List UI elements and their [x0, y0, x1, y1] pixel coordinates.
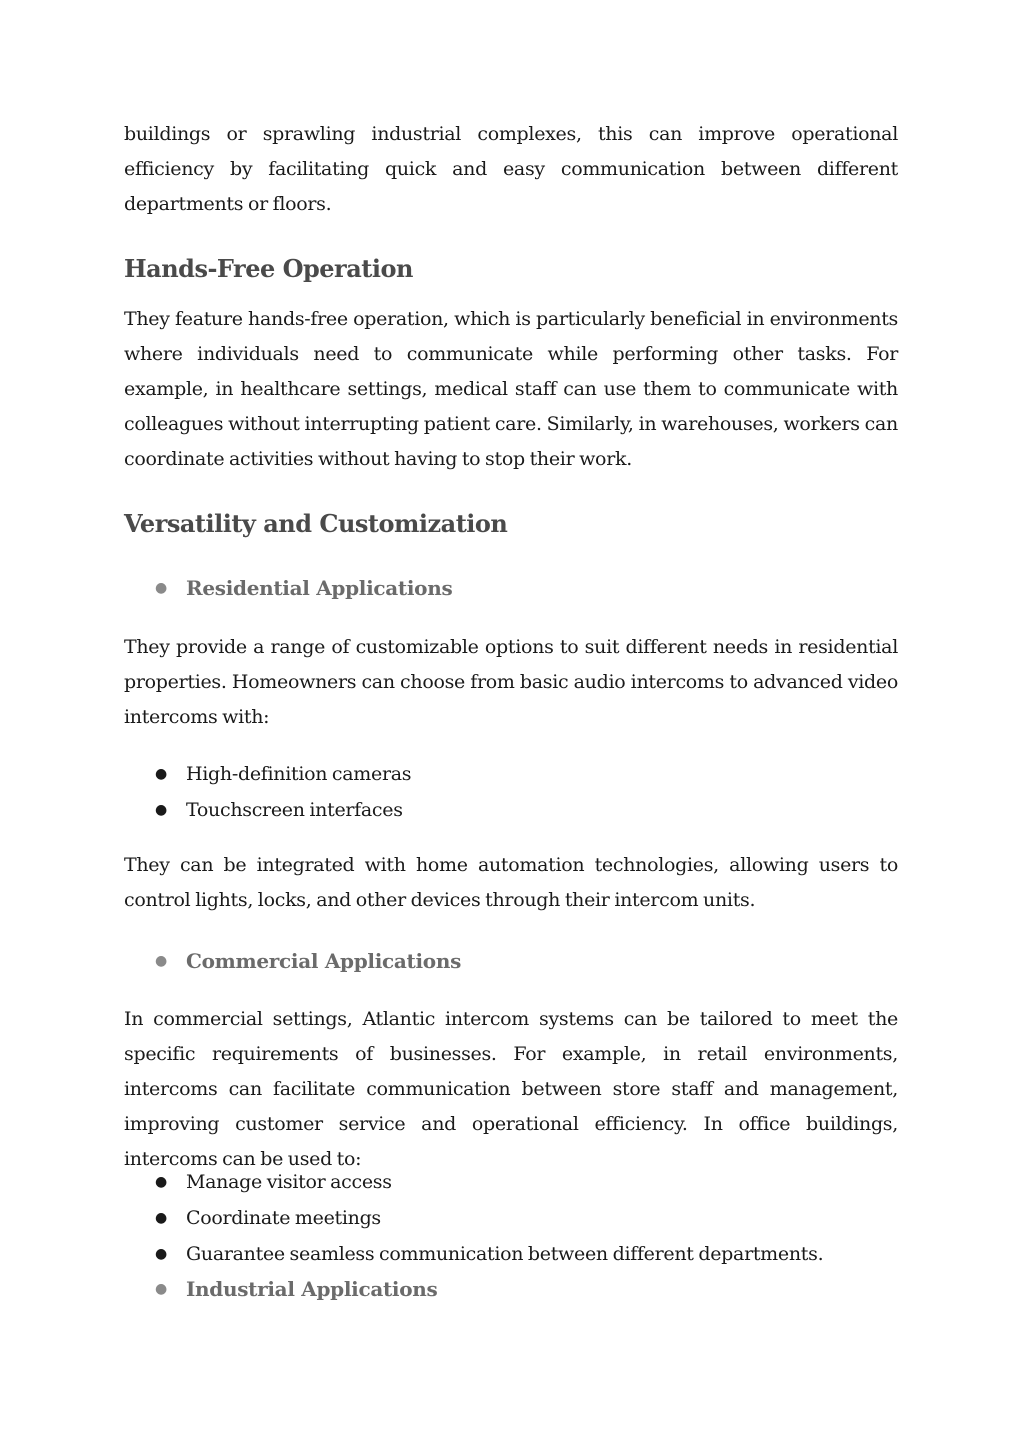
residential-subheading-block [124, 570, 898, 606]
commercial-bullets-block [124, 1164, 898, 1272]
versatility-heading-block [124, 509, 898, 538]
list-item-text: Coordinate meetings [186, 1207, 381, 1229]
intro-paragraph-block [124, 117, 898, 222]
list-item [124, 1236, 898, 1272]
bullet-icon: ● [155, 802, 167, 818]
list-item-text: Manage visitor access [186, 1171, 392, 1193]
subheading-commercial [124, 943, 898, 979]
residential-feature-list [124, 756, 898, 828]
subheading-industrial [124, 1271, 898, 1307]
residential-bullets-block [124, 756, 898, 828]
list-item-text: Guarantee seamless communication between different departments. [186, 1243, 824, 1265]
subheading-industrial-label: Industrial Applications [186, 1277, 438, 1301]
bullet-icon: ● [155, 1174, 167, 1190]
hands-free-paragraph-block [124, 302, 898, 477]
list-item [124, 1164, 898, 1200]
section-heading-hands-free: Hands-Free Operation [124, 254, 413, 283]
list-item [124, 792, 898, 828]
subheading-residential [124, 570, 898, 606]
hands-free-heading-block [124, 254, 898, 283]
bullet-icon: ● [155, 580, 167, 596]
subheading-commercial-label: Commercial Applications [186, 949, 462, 973]
list-item-text: Touchscreen interfaces [186, 799, 403, 821]
list-item [124, 1200, 898, 1236]
bullet-icon: ● [155, 1246, 167, 1262]
commercial-paragraph-block [124, 1002, 898, 1177]
commercial-paragraph: In commercial settings, Atlantic intercom systems can be tailored to meet the specific requirements of businesses. For example, in retail environments, intercoms can facilitate communication between store staff and management, improving customer service and operational efficiency. In office buildings, intercoms can be used to: [124, 1008, 898, 1170]
residential-paragraph-2: They can be integrated with home automation technologies, allowing users to control lights, locks, and other devices through their intercom units. [124, 854, 898, 911]
industrial-subheading-block [124, 1271, 898, 1307]
bullet-icon: ● [155, 1281, 167, 1297]
bullet-icon: ● [155, 1210, 167, 1226]
section-heading-versatility: Versatility and Customization [124, 509, 508, 538]
subheading-residential-label: Residential Applications [186, 576, 453, 600]
bullet-icon: ● [155, 766, 167, 782]
residential-paragraph2-block [124, 848, 898, 918]
residential-paragraph-block [124, 630, 898, 735]
commercial-subheading-block [124, 943, 898, 979]
hands-free-paragraph: They feature hands-free operation, which is particularly beneficial in environments where individuals need to communicate while performing other tasks. For example, in healthcare settings, medical staff can use them to communicate with colleagues without interrupting patient care. Similarly, in warehouses, workers can coordinate activities without having to stop their work. [124, 308, 898, 470]
list-item-text: High-definition cameras [186, 763, 412, 785]
intro-paragraph: buildings or sprawling industrial complexes, this can improve operational efficiency by facilitating quick and easy communication between different departments or floors. [124, 123, 898, 215]
commercial-feature-list [124, 1164, 898, 1272]
residential-paragraph: They provide a range of customizable options to suit different needs in residential properties. Homeowners can choose from basic audio intercoms to advanced video intercoms with: [124, 636, 898, 728]
list-item [124, 756, 898, 792]
bullet-icon: ● [155, 953, 167, 969]
